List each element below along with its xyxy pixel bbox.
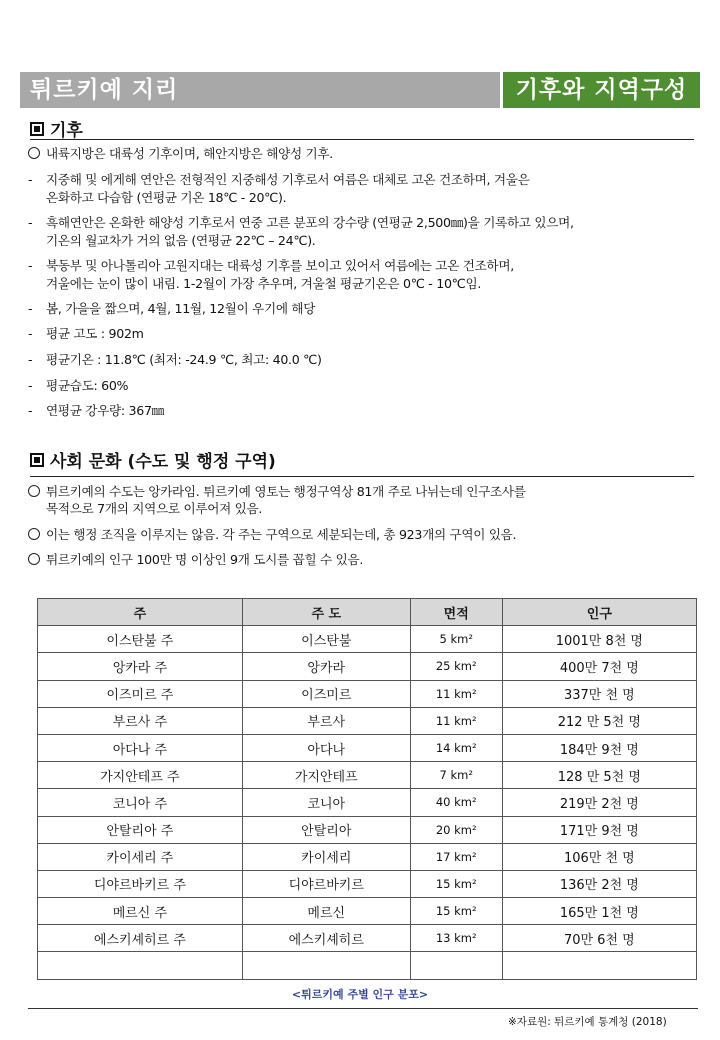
col-capital: 주 도 [242,599,410,626]
cell-province: 코니아 주 [38,789,243,816]
circle-bullet-icon [28,528,40,540]
table-row [38,789,697,816]
cell-area: 5 km² [410,626,502,653]
climate-line-1: - 지중해 및 에게해 연안은 전형적인 지중해성 기후로서 여름은 대체로 고온 건조하며, 겨울은 [28,172,530,187]
cell-area: 20 km² [410,816,502,843]
cell-capital: 이스탄불 [242,626,410,653]
climate-line-2: - 흑해연안은 온화한 해양성 기후로서 연중 고른 분포의 강수량 (연평균 2,500㎜)을 기록하고 있으며, [28,215,574,230]
table-row [38,925,697,952]
cell-population: 212 만 5천 명 [502,707,696,734]
title-banner [20,72,700,108]
table-row [38,734,697,761]
cell-population: 337만 천 명 [502,680,696,707]
society-heading [30,447,276,472]
table-row [38,952,697,979]
cell-population: 219만 2천 명 [502,789,696,816]
source-note: ※자료원: 튀르키예 통계청 (2018) [508,1016,667,1028]
population-table [37,598,697,980]
cell-population [502,952,696,979]
table-row [38,653,697,680]
climate-line-3-cont: 겨울에는 눈이 많이 내림. 1-2월이 가장 추우며, 겨울철 평균기온은 0℃ - 10℃임. [46,276,482,291]
cell-capital: 안탈리아 [242,816,410,843]
cell-capital: 메르신 [242,898,410,925]
divider [30,476,694,477]
cell-province: 이스탄불 주 [38,626,243,653]
cell-area: 25 km² [410,653,502,680]
climate-line-7: - 평균습도: 60% [28,378,129,393]
cell-capital: 아다나 [242,734,410,761]
climate-line-6: - 평균기온 : 11.8℃ (최저: -24.9 ℃, 최고: 40.0 ℃) [28,352,322,367]
page-title: 튀르키예 지리 [20,72,500,108]
circle-bullet-icon [28,553,40,565]
cell-population: 136만 2천 명 [502,870,696,897]
society-heading-text: 사회 문화 (수도 및 행정 구역) [50,452,276,472]
square-bullet-icon [30,122,44,136]
society-line-2: 튀르키예의 인구 100만 명 이상인 9개 도시를 꼽힐 수 있음. [28,551,363,569]
cell-capital: 코니아 [242,789,410,816]
cell-area [410,952,502,979]
society-line-1: 이는 행정 조직을 이루지는 않음. 각 주는 구역으로 세분되는데, 총 923개의 구역이 있음. [28,526,516,544]
cell-province: 가지안테프 주 [38,762,243,789]
table-caption: <튀르키예 주별 인구 분포> [291,988,429,1001]
climate-heading [30,116,83,141]
cell-province: 카이세리 주 [38,843,243,870]
col-population: 인구 [502,599,696,626]
cell-province [38,952,243,979]
cell-area: 11 km² [410,680,502,707]
cell-capital: 이즈미르 [242,680,410,707]
climate-line-4: - 봄, 가을을 짧으며, 4월, 11월, 12월이 우기에 해당 [28,301,316,316]
table-row [38,843,697,870]
cell-province: 앙카라 주 [38,653,243,680]
society-line-0: 튀르키예의 수도는 앙카라임. 튀르키예 영토는 행정구역상 81개 주로 나뉘는데 인구조사를 [28,483,526,501]
cell-area: 17 km² [410,843,502,870]
cell-province: 이즈미르 주 [38,680,243,707]
cell-population: 400만 7천 명 [502,653,696,680]
cell-area: 40 km² [410,789,502,816]
climate-line-3: - 북동부 및 아나톨리아 고원지대는 대륙성 기후를 보이고 있어서 여름에는 고온 건조하며, [28,258,514,273]
cell-province: 부르사 주 [38,707,243,734]
cell-province: 디야르바키르 주 [38,870,243,897]
climate-line-1-cont: 온화하고 다습함 (연평균 기온 18℃ - 20℃). [46,190,287,205]
circle-bullet-icon [28,485,40,497]
cell-area: 7 km² [410,762,502,789]
cell-area: 15 km² [410,870,502,897]
table-row [38,762,697,789]
col-area: 면적 [410,599,502,626]
table-row [38,870,697,897]
divider [30,139,694,140]
circle-bullet-icon [28,147,40,159]
cell-population: 1001만 8천 명 [502,626,696,653]
climate-line-0: 내륙지방은 대륙성 기후이며, 해안지방은 해양성 기후. [28,145,333,163]
cell-capital: 디야르바키르 [242,870,410,897]
table-row [38,626,697,653]
cell-province: 안탈리아 주 [38,816,243,843]
cell-area: 15 km² [410,898,502,925]
cell-capital: 카이세리 [242,843,410,870]
table-row [38,680,697,707]
cell-province: 메르신 주 [38,898,243,925]
cell-capital: 앙카라 [242,653,410,680]
climate-line-2-cont: 기온의 월교차가 거의 없음 (연평균 22℃ – 24℃). [46,233,316,248]
table-row [38,707,697,734]
cell-capital [242,952,410,979]
cell-province: 아다나 주 [38,734,243,761]
cell-capital: 부르사 [242,707,410,734]
climate-line-8: - 연평균 강우량: 367㎜ [28,403,164,418]
col-province: 주 [38,599,243,626]
cell-population: 184만 9천 명 [502,734,696,761]
cell-capital: 에스키셰히르 [242,925,410,952]
divider [28,1008,698,1009]
climate-line-5: - 평균 고도 : 902m [28,326,144,341]
cell-population: 106만 천 명 [502,843,696,870]
cell-area: 11 km² [410,707,502,734]
cell-area: 14 km² [410,734,502,761]
table-header-row [38,599,697,626]
cell-province: 에스키셰히르 주 [38,925,243,952]
cell-population: 165만 1천 명 [502,898,696,925]
table-row [38,898,697,925]
cell-area: 13 km² [410,925,502,952]
square-bullet-icon [30,453,44,467]
cell-population: 70만 6천 명 [502,925,696,952]
cell-capital: 가지안테프 [242,762,410,789]
table-row [38,816,697,843]
section-tag: 기후와 지역구성 [503,72,700,108]
climate-heading-text: 기후 [50,121,83,141]
cell-population: 171만 9천 명 [502,816,696,843]
cell-population: 128 만 5천 명 [502,762,696,789]
society-line-0-cont: 목적으로 7개의 지역으로 이루어져 있음. [46,501,263,516]
